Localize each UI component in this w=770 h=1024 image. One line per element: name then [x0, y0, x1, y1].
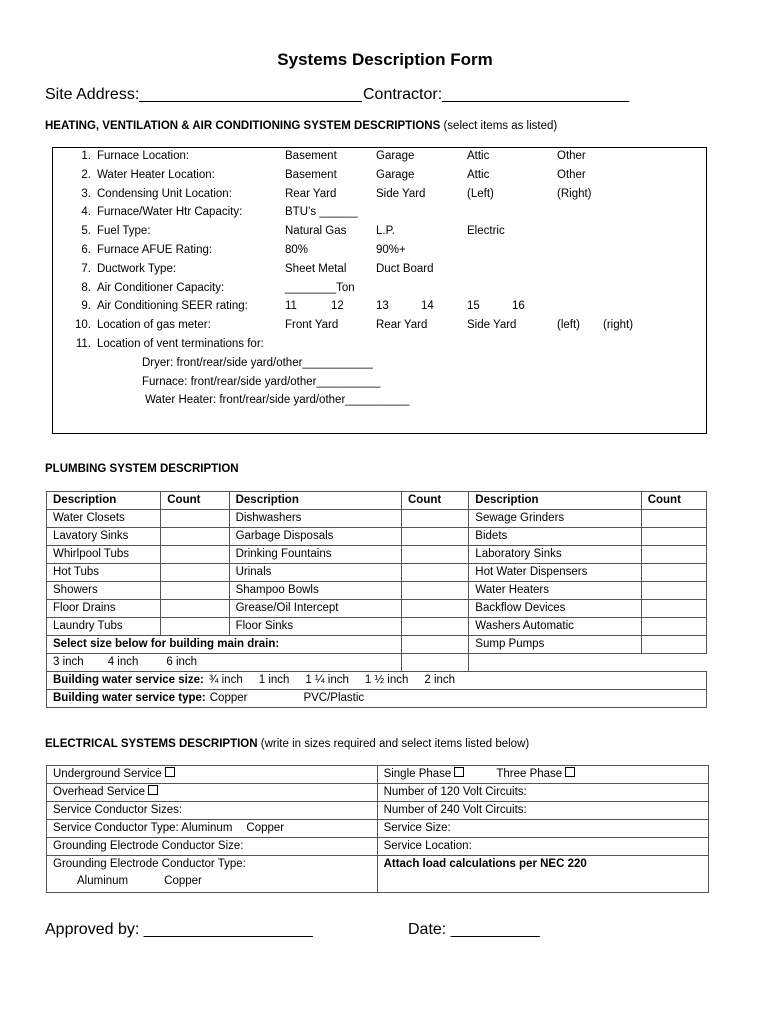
fixture-label: Laundry Tubs — [47, 618, 161, 636]
overhead-service-cell — [47, 784, 378, 802]
single-phase-checkbox[interactable] — [454, 767, 464, 777]
hvac-option[interactable]: Basement — [285, 168, 337, 181]
water-service-type-option[interactable]: PVC/Plastic — [303, 692, 365, 704]
hvac-row-number: 6. — [81, 244, 91, 256]
hvac-option[interactable]: BTU’s ______ — [285, 206, 358, 219]
service-size-cell[interactable]: Service Size: — [377, 820, 708, 838]
conductor-type-aluminum[interactable]: Service Conductor Type: Aluminum — [53, 822, 233, 834]
fixture-count-input[interactable] — [161, 564, 229, 582]
hvac-heading-bold: HEATING, VENTILATION & AIR CONDITIONING SYSTEM DESCRIPTIONS — [45, 120, 441, 132]
hvac-option[interactable]: 14 — [421, 300, 434, 313]
underground-service-cell — [47, 766, 378, 784]
table-row — [47, 654, 707, 672]
water-service-size-option[interactable]: 1 inch — [258, 674, 290, 686]
hvac-option[interactable]: 16 — [512, 300, 525, 313]
service-location-cell[interactable]: Service Location: — [377, 838, 708, 856]
fixture-label: Water Heaters — [469, 582, 641, 600]
hvac-row-number: 10. — [75, 319, 91, 332]
fixture-count-input[interactable] — [401, 546, 468, 564]
plumbing-heading-text: PLUMBING SYSTEM DESCRIPTION — [45, 463, 239, 475]
conductor-type-copper[interactable]: Copper — [246, 822, 285, 834]
hvac-option[interactable]: Front Yard — [285, 319, 339, 332]
fixture-count-input[interactable] — [401, 582, 468, 600]
col-description-header: Description — [229, 492, 401, 510]
hvac-option[interactable]: Side Yard — [376, 187, 426, 200]
table-row — [47, 564, 707, 582]
water-service-size-option[interactable]: 2 inch — [424, 674, 456, 686]
hvac-row — [53, 319, 703, 337]
main-drain-size-option[interactable]: 4 inch — [107, 656, 139, 668]
water-service-size-label: Building water service size: — [53, 674, 204, 686]
fixture-count-input[interactable] — [161, 510, 229, 528]
grounding-copper-option[interactable]: Copper — [164, 875, 202, 887]
hvac-option[interactable]: Duct Board — [376, 262, 434, 275]
hvac-row-number: 11. — [75, 338, 91, 350]
plumbing-heading — [45, 463, 239, 475]
col-description-header: Description — [469, 492, 641, 510]
single-phase-label: Single Phase — [383, 768, 452, 780]
fixture-count-input[interactable] — [161, 600, 229, 618]
hvac-option[interactable]: Other — [557, 168, 586, 181]
table-row — [47, 820, 709, 838]
fixture-label: Grease/Oil Intercept — [229, 600, 401, 618]
fixture-label: Sewage Grinders — [469, 510, 641, 528]
water-service-size-option[interactable]: 1 ½ inch — [364, 674, 409, 686]
col-count-header: Count — [641, 492, 706, 510]
col-count-header: Count — [401, 492, 468, 510]
table-row — [47, 636, 707, 654]
fixture-label: Floor Sinks — [229, 618, 401, 636]
water-service-type-label: Building water service type: — [53, 692, 206, 704]
fixture-count-input[interactable] — [161, 618, 229, 636]
fixture-label: Backflow Devices — [469, 600, 641, 618]
fixture-count-input[interactable] — [401, 510, 468, 528]
col-description-header: Description — [47, 492, 161, 510]
hvac-option[interactable]: Attic — [467, 150, 490, 162]
fixture-count-input[interactable] — [641, 528, 706, 546]
col-count-header: Count — [161, 492, 229, 510]
vent-termination-line[interactable]: Water Heater: front/rear/side yard/other__________ — [145, 394, 410, 407]
hvac-option[interactable]: (left) — [557, 319, 580, 332]
fixture-label: Sump Pumps — [469, 636, 641, 654]
hvac-option[interactable]: (Left) — [467, 187, 494, 200]
hvac-row-label: Water Heater Location: — [97, 168, 215, 181]
table-row — [47, 600, 707, 618]
fixture-count-input[interactable] — [161, 546, 229, 564]
main-drain-label: Select size below for building main drain: — [47, 636, 402, 654]
hvac-row-number: 9. — [81, 300, 91, 313]
grounding-type-label: Grounding Electrode Conductor Type: — [53, 858, 246, 870]
hvac-option[interactable]: 11 — [285, 300, 297, 313]
fixture-label: Whirlpool Tubs — [47, 546, 161, 564]
hvac-row-number: 7. — [81, 262, 91, 275]
three-phase-checkbox[interactable] — [565, 767, 575, 777]
main-drain-sizes-cell — [47, 654, 402, 672]
page-title: Systems Description Form — [277, 50, 493, 69]
electrical-heading — [45, 738, 529, 750]
fixture-count-input[interactable] — [161, 582, 229, 600]
date-field[interactable]: Date: __________ — [408, 921, 540, 938]
fixture-label: Hot Water Dispensers — [469, 564, 641, 582]
hvac-option[interactable]: Basement — [285, 150, 337, 162]
fixture-label: Drinking Fountains — [229, 546, 401, 564]
hvac-option[interactable]: 90%+ — [376, 244, 406, 256]
fixture-count-input[interactable] — [401, 528, 468, 546]
hvac-option[interactable]: 13 — [376, 300, 389, 313]
hvac-heading — [45, 120, 557, 132]
fixture-count-input[interactable] — [641, 636, 706, 654]
fixture-count-input[interactable] — [641, 618, 706, 636]
hvac-row — [53, 338, 703, 356]
conductor-sizes-cell[interactable]: Service Conductor Sizes: — [47, 802, 378, 820]
table-row — [47, 546, 707, 564]
water-service-size-option[interactable]: ¾ inch — [208, 674, 243, 686]
table-row — [47, 856, 709, 893]
table-row — [47, 766, 709, 784]
fixture-label: Lavatory Sinks — [47, 528, 161, 546]
table-row — [47, 838, 709, 856]
table-row — [47, 492, 707, 510]
overhead-service-checkbox[interactable] — [148, 785, 158, 795]
hvac-option[interactable]: Attic — [467, 168, 490, 181]
fixture-count-input[interactable] — [401, 618, 468, 636]
hvac-option[interactable]: 12 — [331, 300, 344, 313]
hvac-row-label: Air Conditioner Capacity: — [97, 281, 225, 294]
hvac-option[interactable]: Other — [557, 150, 586, 162]
hvac-row-number: 1. — [81, 150, 91, 162]
contractor-field[interactable]: Contractor:_____________________ — [363, 86, 630, 103]
phase-cell — [377, 766, 708, 784]
fixture-count-input[interactable] — [161, 528, 229, 546]
grounding-size-cell[interactable]: Grounding Electrode Conductor Size: — [47, 838, 378, 856]
fixture-label: Garbage Disposals — [229, 528, 401, 546]
hvac-option[interactable]: (Right) — [557, 187, 592, 200]
hvac-heading-note: (select items as listed) — [440, 120, 558, 132]
electrical-heading-bold: ELECTRICAL SYSTEMS DESCRIPTION — [45, 738, 258, 750]
circuits-120-cell[interactable]: Number of 120 Volt Circuits: — [377, 784, 708, 802]
approved-by-field[interactable]: Approved by: ___________________ — [45, 921, 313, 938]
fixture-count-input[interactable] — [641, 600, 706, 618]
hvac-row-label: Ductwork Type: — [97, 262, 177, 275]
hvac-box — [52, 147, 707, 434]
water-service-size-option[interactable]: 1 ¼ inch — [305, 674, 349, 686]
hvac-option[interactable]: Natural Gas — [285, 225, 347, 238]
fixture-label: Dishwashers — [229, 510, 401, 528]
conductor-type-cell — [47, 820, 378, 838]
fixture-label: Bidets — [469, 528, 641, 546]
fixture-label: Urinals — [229, 564, 401, 582]
plumbing-table — [46, 491, 707, 708]
hvac-row-label: Air Conditioning SEER rating: — [97, 300, 248, 313]
hvac-row-label: Location of gas meter: — [97, 319, 211, 332]
hvac-option[interactable]: 80% — [285, 244, 309, 256]
fixture-count-input[interactable] — [641, 564, 706, 582]
hvac-option[interactable]: L.P. — [376, 225, 395, 238]
hvac-row-label: Furnace/Water Htr Capacity: — [97, 206, 243, 219]
table-row — [47, 784, 709, 802]
vent-termination-line[interactable]: Furnace: front/rear/side yard/other__________ — [142, 375, 381, 388]
grounding-aluminum-option[interactable]: Aluminum — [77, 875, 129, 887]
underground-service-label: Underground Service — [53, 768, 162, 780]
fixture-label: Water Closets — [47, 510, 161, 528]
hvac-row — [53, 206, 703, 224]
site-address-field[interactable]: Site Address:_________________________ — [45, 86, 362, 103]
empty-cell — [401, 636, 468, 654]
hvac-row-label: Fuel Type: — [97, 225, 151, 238]
circuits-240-cell[interactable]: Number of 240 Volt Circuits: — [377, 802, 708, 820]
table-row — [47, 802, 709, 820]
fixture-count-input[interactable] — [641, 510, 706, 528]
fixture-count-input[interactable] — [401, 600, 468, 618]
fixture-count-input[interactable] — [641, 582, 706, 600]
hvac-row — [53, 169, 703, 187]
fixture-count-input[interactable] — [641, 546, 706, 564]
fixture-label: Laboratory Sinks — [469, 546, 641, 564]
hvac-option[interactable]: (right) — [603, 319, 634, 332]
hvac-row-label: Location of vent terminations for: — [97, 338, 264, 350]
fixture-count-input[interactable] — [401, 564, 468, 582]
table-row — [47, 618, 707, 636]
hvac-option[interactable]: Garage — [376, 150, 415, 162]
hvac-option[interactable]: 15 — [467, 300, 480, 313]
hvac-row — [53, 244, 703, 262]
hvac-option[interactable]: Electric — [467, 225, 505, 238]
hvac-option[interactable]: ________Ton — [285, 281, 355, 294]
electrical-heading-note: (write in sizes required and select items listed below) — [257, 738, 530, 750]
fixture-label: Showers — [47, 582, 161, 600]
vent-termination-line[interactable]: Dryer: front/rear/side yard/other___________ — [142, 356, 373, 369]
hvac-row-number: 2. — [81, 168, 91, 181]
hvac-option[interactable]: Rear Yard — [376, 319, 428, 332]
hvac-row-label: Condensing Unit Location: — [97, 187, 232, 200]
hvac-row — [53, 188, 703, 206]
hvac-row — [53, 282, 703, 300]
underground-service-checkbox[interactable] — [165, 767, 175, 777]
water-service-type-cell — [47, 690, 707, 708]
grounding-type-cell — [47, 856, 378, 893]
table-row — [47, 510, 707, 528]
hvac-row — [53, 150, 703, 168]
main-drain-size-option[interactable]: 3 inch — [53, 656, 84, 668]
hvac-row-label: Furnace Location: — [97, 150, 190, 162]
hvac-row-number: 4. — [81, 206, 91, 219]
table-row — [47, 582, 707, 600]
empty-cell — [469, 654, 707, 672]
fixture-label: Washers Automatic — [469, 618, 641, 636]
hvac-option[interactable]: Rear Yard — [285, 187, 337, 200]
fixture-label: Floor Drains — [47, 600, 161, 618]
hvac-row-number: 3. — [81, 187, 91, 200]
electrical-table — [46, 765, 709, 893]
hvac-row-number: 5. — [81, 225, 91, 238]
fixture-label: Shampoo Bowls — [229, 582, 401, 600]
overhead-service-label: Overhead Service — [53, 786, 146, 798]
hvac-option[interactable]: Sheet Metal — [285, 262, 347, 275]
hvac-option[interactable]: Garage — [376, 168, 415, 181]
three-phase-label: Three Phase — [496, 768, 563, 780]
empty-cell — [401, 654, 468, 672]
hvac-row-label: Furnace AFUE Rating: — [97, 244, 213, 256]
fixture-label: Hot Tubs — [47, 564, 161, 582]
table-row — [47, 690, 707, 708]
hvac-row — [53, 300, 703, 318]
table-row — [47, 672, 707, 690]
hvac-row-number: 8. — [81, 281, 91, 294]
water-service-size-cell — [47, 672, 707, 690]
hvac-row — [53, 225, 703, 243]
hvac-row — [53, 263, 703, 281]
main-drain-size-option[interactable]: 6 inch — [166, 656, 198, 668]
table-row — [47, 528, 707, 546]
load-calc-cell: Attach load calculations per NEC 220 — [377, 856, 708, 893]
hvac-option[interactable]: Side Yard — [467, 319, 517, 332]
water-service-type-option[interactable]: Copper — [209, 692, 248, 704]
